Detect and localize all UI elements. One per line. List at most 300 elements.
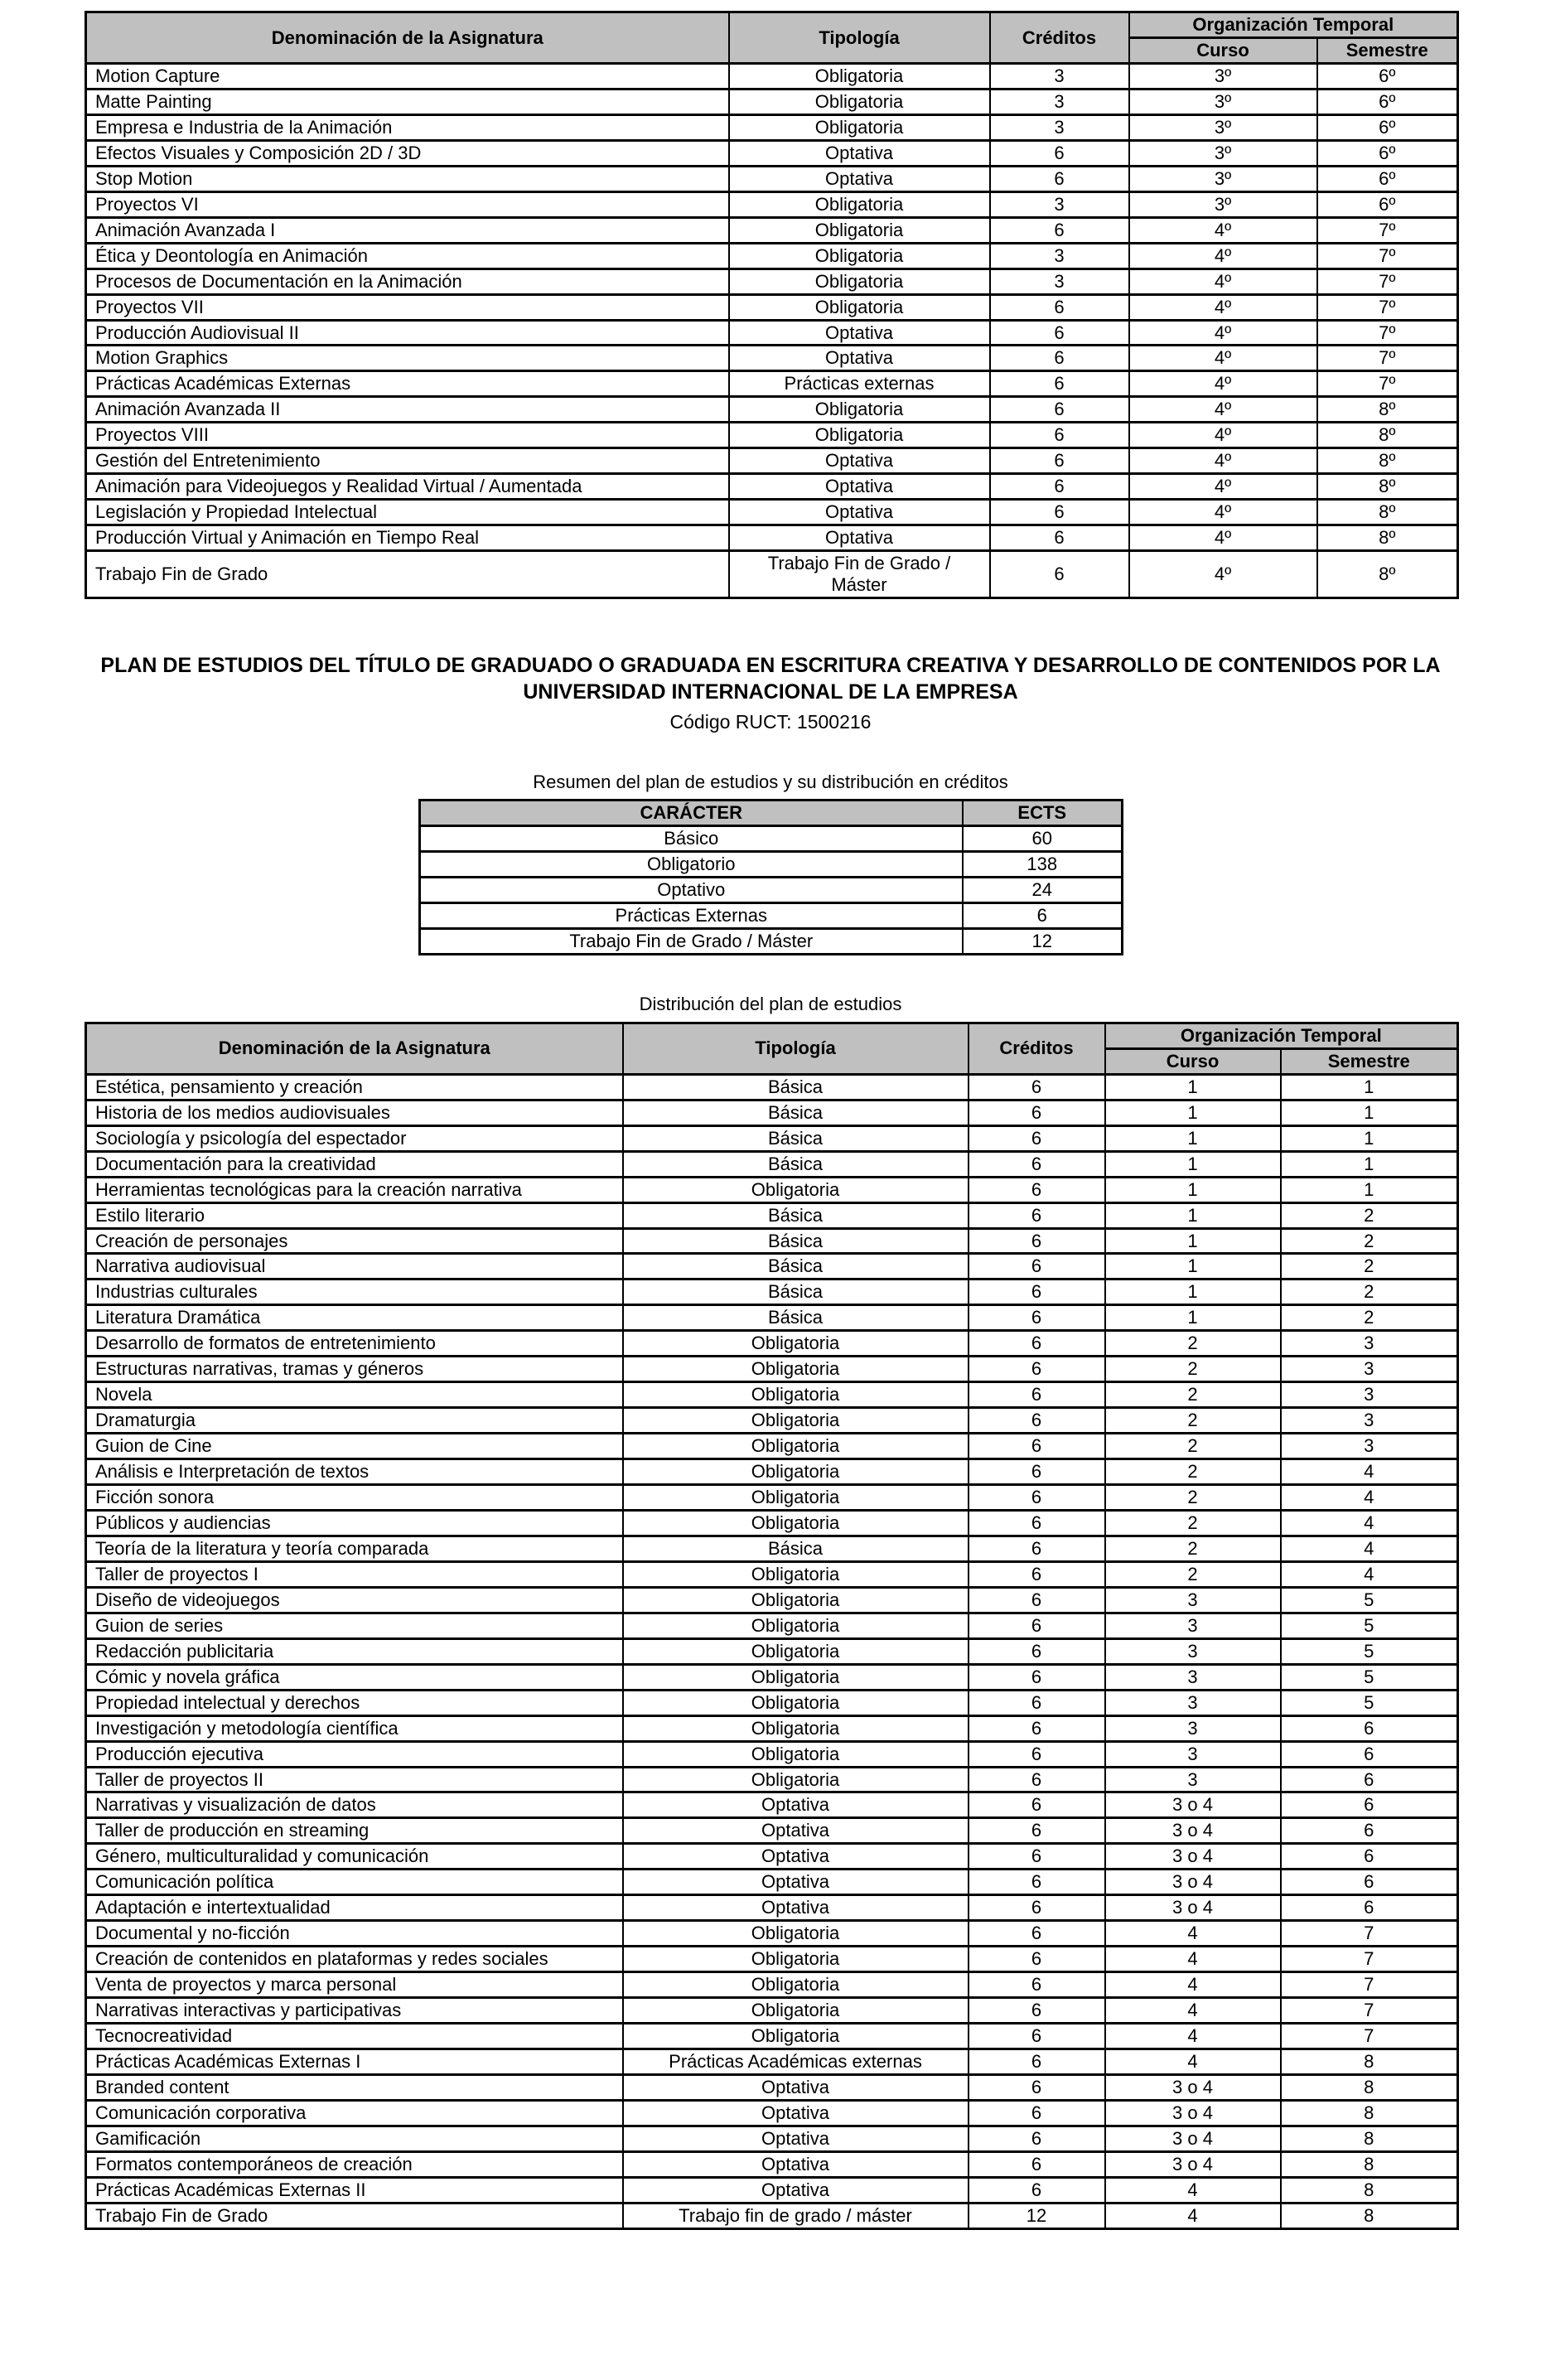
cell-tipologia: Obligatoria: [729, 243, 990, 268]
cell-tipologia: Obligatoria: [623, 1587, 969, 1613]
cell-creditos: 6: [969, 1357, 1105, 1382]
cell-caracter: Trabajo Fin de Grado / Máster: [419, 928, 963, 954]
cell-creditos: 6: [990, 346, 1129, 371]
table-row: [86, 371, 1458, 397]
cell-denominacion: Matte Painting: [86, 89, 729, 114]
cell-tipologia: Trabajo fin de grado / máster: [623, 2203, 969, 2228]
cell-semestre: 7: [1281, 1947, 1458, 1972]
table-row: [86, 1279, 1458, 1305]
cell-curso: 3 o 4: [1105, 1818, 1281, 1844]
cell-semestre: 2: [1281, 1254, 1458, 1279]
col-header-semestre: Semestre: [1281, 1048, 1458, 1074]
cell-creditos: 6: [969, 1228, 1105, 1254]
cell-denominacion: Taller de proyectos I: [86, 1561, 623, 1587]
table-row: [86, 2151, 1458, 2177]
cell-semestre: 8: [1281, 2126, 1458, 2151]
cell-semestre: 8º: [1317, 525, 1458, 551]
cell-denominacion: Prácticas Académicas Externas I: [86, 2049, 623, 2075]
cell-semestre: 8º: [1317, 423, 1458, 448]
cell-denominacion: Estilo literario: [86, 1202, 623, 1228]
table-row: [419, 826, 1122, 852]
cell-tipologia: Obligatoria: [623, 1690, 969, 1715]
cell-curso: 3: [1105, 1587, 1281, 1613]
cell-curso: 3: [1105, 1664, 1281, 1690]
cell-tipologia: Obligatoria: [729, 191, 990, 217]
table-row: [86, 423, 1458, 448]
cell-creditos: 6: [990, 525, 1129, 551]
cell-denominacion: Estética, pensamiento y creación: [86, 1074, 623, 1100]
cell-creditos: 6: [990, 294, 1129, 320]
cell-creditos: 6: [969, 1485, 1105, 1511]
table-row: [86, 1536, 1458, 1561]
cell-denominacion: Efectos Visuales y Composición 2D / 3D: [86, 140, 729, 166]
cell-creditos: 6: [969, 2177, 1105, 2203]
cell-creditos: 6: [969, 1844, 1105, 1870]
cell-tipologia: Básica: [623, 1305, 969, 1331]
cell-creditos: 6: [969, 1972, 1105, 1998]
summary-caption: Resumen del plan de estudios y su distribución en créditos: [533, 772, 1008, 793]
table-row: [86, 1100, 1458, 1125]
cell-creditos: 12: [969, 2203, 1105, 2228]
col-header-semestre: Semestre: [1317, 38, 1458, 64]
cell-curso: 1: [1105, 1125, 1281, 1151]
credits-summary-table-header: [419, 801, 1122, 826]
cell-denominacion: Cómic y novela gráfica: [86, 1664, 623, 1690]
table-row: [86, 1357, 1458, 1382]
cell-tipologia: Optativa: [729, 320, 990, 346]
table-row: [86, 1998, 1458, 2024]
cell-denominacion: Stop Motion: [86, 166, 729, 191]
table-row: [86, 217, 1458, 243]
cell-creditos: 6: [969, 1818, 1105, 1844]
cell-semestre: 8: [1281, 2074, 1458, 2100]
cell-curso: 3º: [1129, 89, 1317, 114]
cell-denominacion: Novela: [86, 1382, 623, 1408]
cell-denominacion: Producción ejecutiva: [86, 1741, 623, 1767]
cell-curso: 2: [1105, 1561, 1281, 1587]
cell-tipologia: Obligatoria: [729, 423, 990, 448]
cell-semestre: 7º: [1317, 268, 1458, 294]
cell-tipologia: Obligatoria: [729, 89, 990, 114]
table-row: [86, 2074, 1458, 2100]
cell-tipologia: Básica: [623, 1202, 969, 1228]
col-header-creditos: Créditos: [990, 12, 1129, 64]
cell-curso: 1: [1105, 1100, 1281, 1125]
cell-creditos: 6: [969, 1254, 1105, 1279]
cell-tipologia: Obligatoria: [623, 1767, 969, 1792]
col-header-organizacion-temporal: Organización Temporal: [1105, 1023, 1458, 1048]
cell-semestre: 1: [1281, 1151, 1458, 1177]
cell-creditos: 6: [990, 448, 1129, 474]
animation-plan-table-header: [86, 12, 1458, 64]
cell-curso: 1: [1105, 1151, 1281, 1177]
cell-semestre: 8: [1281, 2151, 1458, 2177]
cell-creditos: 6: [969, 2126, 1105, 2151]
cell-curso: 3º: [1129, 191, 1317, 217]
cell-denominacion: Creación de personajes: [86, 1228, 623, 1254]
cell-creditos: 6: [969, 2049, 1105, 2075]
cell-curso: 4º: [1129, 217, 1317, 243]
table-row: [86, 2100, 1458, 2126]
cell-tipologia: Optativa: [729, 448, 990, 474]
cell-curso: 3 o 4: [1105, 1844, 1281, 1870]
cell-creditos: 3: [990, 191, 1129, 217]
cell-tipologia: Obligatoria: [623, 1638, 969, 1664]
cell-caracter: Optativo: [419, 877, 963, 902]
cell-creditos: 3: [990, 64, 1129, 89]
table-row: [86, 525, 1458, 551]
cell-semestre: 4: [1281, 1510, 1458, 1536]
cell-curso: 4º: [1129, 423, 1317, 448]
cell-semestre: 4: [1281, 1485, 1458, 1511]
table-row: [86, 448, 1458, 474]
cell-curso: 1: [1105, 1074, 1281, 1100]
cell-semestre: 3: [1281, 1382, 1458, 1408]
cell-tipologia: Optativa: [623, 2100, 969, 2126]
cell-curso: 3: [1105, 1690, 1281, 1715]
cell-semestre: 6: [1281, 1715, 1458, 1741]
table-row: [86, 268, 1458, 294]
cell-creditos: 6: [969, 1202, 1105, 1228]
cell-creditos: 6: [969, 1279, 1105, 1305]
cell-tipologia: Optativa: [623, 1895, 969, 1921]
cell-denominacion: Trabajo Fin de Grado: [86, 2203, 623, 2228]
cell-tipologia: Optativa: [623, 1870, 969, 1895]
cell-denominacion: Prácticas Académicas Externas: [86, 371, 729, 397]
cell-denominacion: Venta de proyectos y marca personal: [86, 1972, 623, 1998]
cell-creditos: 6: [990, 140, 1129, 166]
cell-curso: 2: [1105, 1357, 1281, 1382]
cell-semestre: 6º: [1317, 114, 1458, 140]
cell-semestre: 6: [1281, 1844, 1458, 1870]
cell-creditos: 3: [990, 243, 1129, 268]
cell-tipologia: Básica: [623, 1279, 969, 1305]
cell-creditos: 6: [969, 1125, 1105, 1151]
table-row: [86, 1408, 1458, 1434]
cell-denominacion: Taller de producción en streaming: [86, 1818, 623, 1844]
table-row: [86, 166, 1458, 191]
cell-denominacion: Trabajo Fin de Grado: [86, 551, 729, 598]
cell-semestre: 1: [1281, 1177, 1458, 1202]
cell-curso: 4º: [1129, 371, 1317, 397]
table-row: [86, 346, 1458, 371]
cell-creditos: 6: [969, 1587, 1105, 1613]
cell-tipologia: Optativa: [729, 500, 990, 525]
cell-curso: 2: [1105, 1485, 1281, 1511]
cell-semestre: 4: [1281, 1536, 1458, 1561]
cell-semestre: 8º: [1317, 500, 1458, 525]
cell-caracter: Obligatorio: [419, 851, 963, 877]
cell-semestre: 8º: [1317, 397, 1458, 423]
cell-curso: 4º: [1129, 320, 1317, 346]
cell-tipologia: Optativa: [623, 2126, 969, 2151]
cell-curso: 4º: [1129, 294, 1317, 320]
cell-tipologia: Optativa: [729, 525, 990, 551]
cell-tipologia: Básica: [623, 1151, 969, 1177]
cell-semestre: 6: [1281, 1895, 1458, 1921]
cell-curso: 2: [1105, 1434, 1281, 1459]
cell-semestre: 8: [1281, 2203, 1458, 2228]
cell-creditos: 6: [969, 1305, 1105, 1331]
cell-creditos: 6: [969, 1074, 1105, 1100]
table-row: [86, 500, 1458, 525]
cell-denominacion: Animación para Videojuegos y Realidad Virtual / Aumentada: [86, 474, 729, 500]
cell-curso: 3 o 4: [1105, 2151, 1281, 2177]
cell-semestre: 2: [1281, 1228, 1458, 1254]
cell-tipologia: Obligatoria: [623, 1510, 969, 1536]
cell-tipologia: Obligatoria: [729, 64, 990, 89]
cell-ects: 6: [963, 902, 1122, 928]
cell-tipologia: Optativa: [623, 1844, 969, 1870]
cell-creditos: 6: [969, 1792, 1105, 1818]
cell-curso: 1: [1105, 1202, 1281, 1228]
cell-creditos: 6: [969, 1459, 1105, 1485]
table-row: [86, 64, 1458, 89]
cell-denominacion: Diseño de videojuegos: [86, 1587, 623, 1613]
cell-semestre: 5: [1281, 1664, 1458, 1690]
table-row: [86, 1638, 1458, 1664]
cell-denominacion: Análisis e Interpretación de textos: [86, 1459, 623, 1485]
cell-curso: 2: [1105, 1536, 1281, 1561]
table-row: [86, 1228, 1458, 1254]
cell-denominacion: Comunicación corporativa: [86, 2100, 623, 2126]
cell-denominacion: Género, multiculturalidad y comunicación: [86, 1844, 623, 1870]
cell-semestre: 8º: [1317, 448, 1458, 474]
cell-creditos: 6: [969, 1536, 1105, 1561]
cell-creditos: 3: [990, 89, 1129, 114]
cell-denominacion: Branded content: [86, 2074, 623, 2100]
distribution-table-header: [86, 1023, 1458, 1074]
cell-denominacion: Documentación para la creatividad: [86, 1151, 623, 1177]
cell-creditos: 6: [969, 2151, 1105, 2177]
cell-creditos: 6: [969, 1151, 1105, 1177]
cell-denominacion: Animación Avanzada I: [86, 217, 729, 243]
table-row: [86, 89, 1458, 114]
table-row: [86, 1331, 1458, 1357]
table-row: [86, 1690, 1458, 1715]
cell-tipologia: Básica: [623, 1125, 969, 1151]
table-row: [86, 1561, 1458, 1587]
cell-creditos: 6: [969, 1947, 1105, 1972]
cell-tipologia: Obligatoria: [623, 1561, 969, 1587]
cell-creditos: 6: [969, 1767, 1105, 1792]
credits-summary-table-body: [419, 826, 1122, 955]
table-row: [86, 1921, 1458, 1947]
cell-semestre: 3: [1281, 1408, 1458, 1434]
cell-tipologia: Obligatoria: [623, 1331, 969, 1357]
cell-tipologia: Optativa: [623, 2177, 969, 2203]
cell-denominacion: Ficción sonora: [86, 1485, 623, 1511]
cell-denominacion: Literatura Dramática: [86, 1305, 623, 1331]
col-header-tipologia: Tipología: [623, 1023, 969, 1074]
cell-tipologia: Básica: [623, 1254, 969, 1279]
cell-semestre: 6: [1281, 1818, 1458, 1844]
cell-denominacion: Proyectos VII: [86, 294, 729, 320]
cell-semestre: 7º: [1317, 217, 1458, 243]
cell-curso: 4º: [1129, 243, 1317, 268]
table-row: [419, 877, 1122, 902]
cell-curso: 3 o 4: [1105, 1895, 1281, 1921]
cell-curso: 3º: [1129, 166, 1317, 191]
cell-creditos: 6: [990, 423, 1129, 448]
table-row: [86, 1305, 1458, 1331]
cell-curso: 2: [1105, 1382, 1281, 1408]
cell-denominacion: Empresa e Industria de la Animación: [86, 114, 729, 140]
cell-tipologia: Básica: [623, 1536, 969, 1561]
cell-tipologia: Obligatoria: [729, 114, 990, 140]
cell-curso: 1: [1105, 1254, 1281, 1279]
cell-creditos: 6: [990, 397, 1129, 423]
cell-tipologia: Optativa: [729, 474, 990, 500]
table-row: [86, 1792, 1458, 1818]
cell-denominacion: Sociología y psicología del espectador: [86, 1125, 623, 1151]
cell-tipologia: Obligatoria: [729, 217, 990, 243]
table-row: [86, 1844, 1458, 1870]
cell-tipologia: Optativa: [729, 140, 990, 166]
table-row: [86, 294, 1458, 320]
cell-denominacion: Formatos contemporáneos de creación: [86, 2151, 623, 2177]
cell-creditos: 3: [990, 268, 1129, 294]
cell-semestre: 6º: [1317, 191, 1458, 217]
cell-curso: 4: [1105, 2177, 1281, 2203]
cell-curso: 1: [1105, 1279, 1281, 1305]
cell-tipologia: Obligatoria: [623, 1459, 969, 1485]
table-row: [86, 1434, 1458, 1459]
cell-creditos: 6: [969, 1613, 1105, 1638]
table-row: [86, 1870, 1458, 1895]
cell-curso: 2: [1105, 1510, 1281, 1536]
cell-denominacion: Taller de proyectos II: [86, 1767, 623, 1792]
cell-denominacion: Redacción publicitaria: [86, 1638, 623, 1664]
cell-curso: 3 o 4: [1105, 1792, 1281, 1818]
cell-denominacion: Propiedad intelectual y derechos: [86, 1690, 623, 1715]
page-title: PLAN DE ESTUDIOS DEL TÍTULO DE GRADUADO O GRADUADA EN ESCRITURA CREATIVA Y DESARROLLO DE CONTENIDOS POR LA UNIVERSIDAD INTERNACIONAL DE LA EMPRESA: [100, 654, 1441, 704]
table-row: [86, 1664, 1458, 1690]
table-row: [86, 1074, 1458, 1100]
cell-creditos: 6: [969, 1690, 1105, 1715]
cell-curso: 3: [1105, 1741, 1281, 1767]
cell-tipologia: Obligatoria: [623, 1947, 969, 1972]
table-row: [86, 1254, 1458, 1279]
cell-denominacion: Proyectos VI: [86, 191, 729, 217]
cell-semestre: 1: [1281, 1100, 1458, 1125]
cell-curso: 2: [1105, 1459, 1281, 1485]
cell-curso: 3 o 4: [1105, 2100, 1281, 2126]
cell-curso: 2: [1105, 1331, 1281, 1357]
table-row: [86, 1895, 1458, 1921]
cell-denominacion: Industrias culturales: [86, 1279, 623, 1305]
cell-creditos: 6: [969, 1434, 1105, 1459]
cell-curso: 4: [1105, 1972, 1281, 1998]
table-row: [86, 1818, 1458, 1844]
cell-tipologia: Optativa: [623, 2074, 969, 2100]
cell-tipologia: Obligatoria: [623, 1664, 969, 1690]
cell-caracter: Prácticas Externas: [419, 902, 963, 928]
cell-creditos: 6: [969, 1331, 1105, 1357]
cell-tipologia: Trabajo Fin de Grado / Máster: [729, 551, 990, 598]
cell-semestre: 6º: [1317, 166, 1458, 191]
cell-semestre: 3: [1281, 1357, 1458, 1382]
cell-caracter: Básico: [419, 826, 963, 852]
cell-ects: 138: [963, 851, 1122, 877]
cell-semestre: 7º: [1317, 294, 1458, 320]
cell-denominacion: Estructuras narrativas, tramas y géneros: [86, 1357, 623, 1382]
cell-denominacion: Ética y Deontología en Animación: [86, 243, 729, 268]
cell-creditos: 6: [969, 1998, 1105, 2024]
cell-tipologia: Obligatoria: [729, 397, 990, 423]
table-row: [86, 551, 1458, 598]
table-row: [86, 1485, 1458, 1511]
col-header-tipologia: Tipología: [729, 12, 990, 64]
cell-creditos: 6: [969, 2024, 1105, 2049]
cell-creditos: 6: [990, 551, 1129, 598]
cell-creditos: 6: [990, 217, 1129, 243]
table-row: [86, 140, 1458, 166]
table-row: [86, 397, 1458, 423]
cell-creditos: 6: [990, 474, 1129, 500]
table-row: [419, 902, 1122, 928]
cell-creditos: 3: [990, 114, 1129, 140]
table-row: [86, 1587, 1458, 1613]
cell-tipologia: Básica: [623, 1074, 969, 1100]
cell-tipologia: Obligatoria: [729, 294, 990, 320]
cell-creditos: 6: [969, 1664, 1105, 1690]
cell-denominacion: Legislación y Propiedad Intelectual: [86, 500, 729, 525]
cell-curso: 1: [1105, 1228, 1281, 1254]
cell-denominacion: Creación de contenidos en plataformas y redes sociales: [86, 1947, 623, 1972]
cell-denominacion: Motion Graphics: [86, 346, 729, 371]
table-row: [86, 1613, 1458, 1638]
cell-denominacion: Prácticas Académicas Externas II: [86, 2177, 623, 2203]
cell-tipologia: Obligatoria: [623, 1434, 969, 1459]
cell-semestre: 8: [1281, 2100, 1458, 2126]
cell-semestre: 7: [1281, 1998, 1458, 2024]
cell-semestre: 6: [1281, 1870, 1458, 1895]
table-row: [419, 851, 1122, 877]
cell-creditos: 6: [969, 1921, 1105, 1947]
cell-curso: 4º: [1129, 525, 1317, 551]
cell-denominacion: Gestión del Entretenimiento: [86, 448, 729, 474]
cell-tipologia: Optativa: [729, 346, 990, 371]
cell-semestre: 7: [1281, 2024, 1458, 2049]
col-header-denominacion: Denominación de la Asignatura: [86, 12, 729, 64]
animation-plan-table: [85, 11, 1459, 599]
table-row: [86, 1510, 1458, 1536]
col-header-caracter: CARÁCTER: [419, 801, 963, 826]
cell-semestre: 2: [1281, 1279, 1458, 1305]
cell-curso: 4: [1105, 2203, 1281, 2228]
table-row: [86, 243, 1458, 268]
cell-semestre: 5: [1281, 1613, 1458, 1638]
cell-denominacion: Documental y no-ficción: [86, 1921, 623, 1947]
cell-creditos: 6: [990, 500, 1129, 525]
cell-creditos: 6: [990, 371, 1129, 397]
cell-semestre: 7º: [1317, 243, 1458, 268]
table-row: [86, 2203, 1458, 2228]
cell-denominacion: Adaptación e intertextualidad: [86, 1895, 623, 1921]
cell-denominacion: Producción Audiovisual II: [86, 320, 729, 346]
cell-denominacion: Desarrollo de formatos de entretenimiento: [86, 1331, 623, 1357]
cell-semestre: 7º: [1317, 346, 1458, 371]
cell-denominacion: Historia de los medios audiovisuales: [86, 1100, 623, 1125]
cell-semestre: 2: [1281, 1305, 1458, 1331]
cell-tipologia: Obligatoria: [623, 2024, 969, 2049]
cell-creditos: 6: [969, 1741, 1105, 1767]
cell-semestre: 8º: [1317, 474, 1458, 500]
table-row: [86, 1125, 1458, 1151]
cell-tipologia: Optativa: [623, 1792, 969, 1818]
cell-curso: 4º: [1129, 500, 1317, 525]
